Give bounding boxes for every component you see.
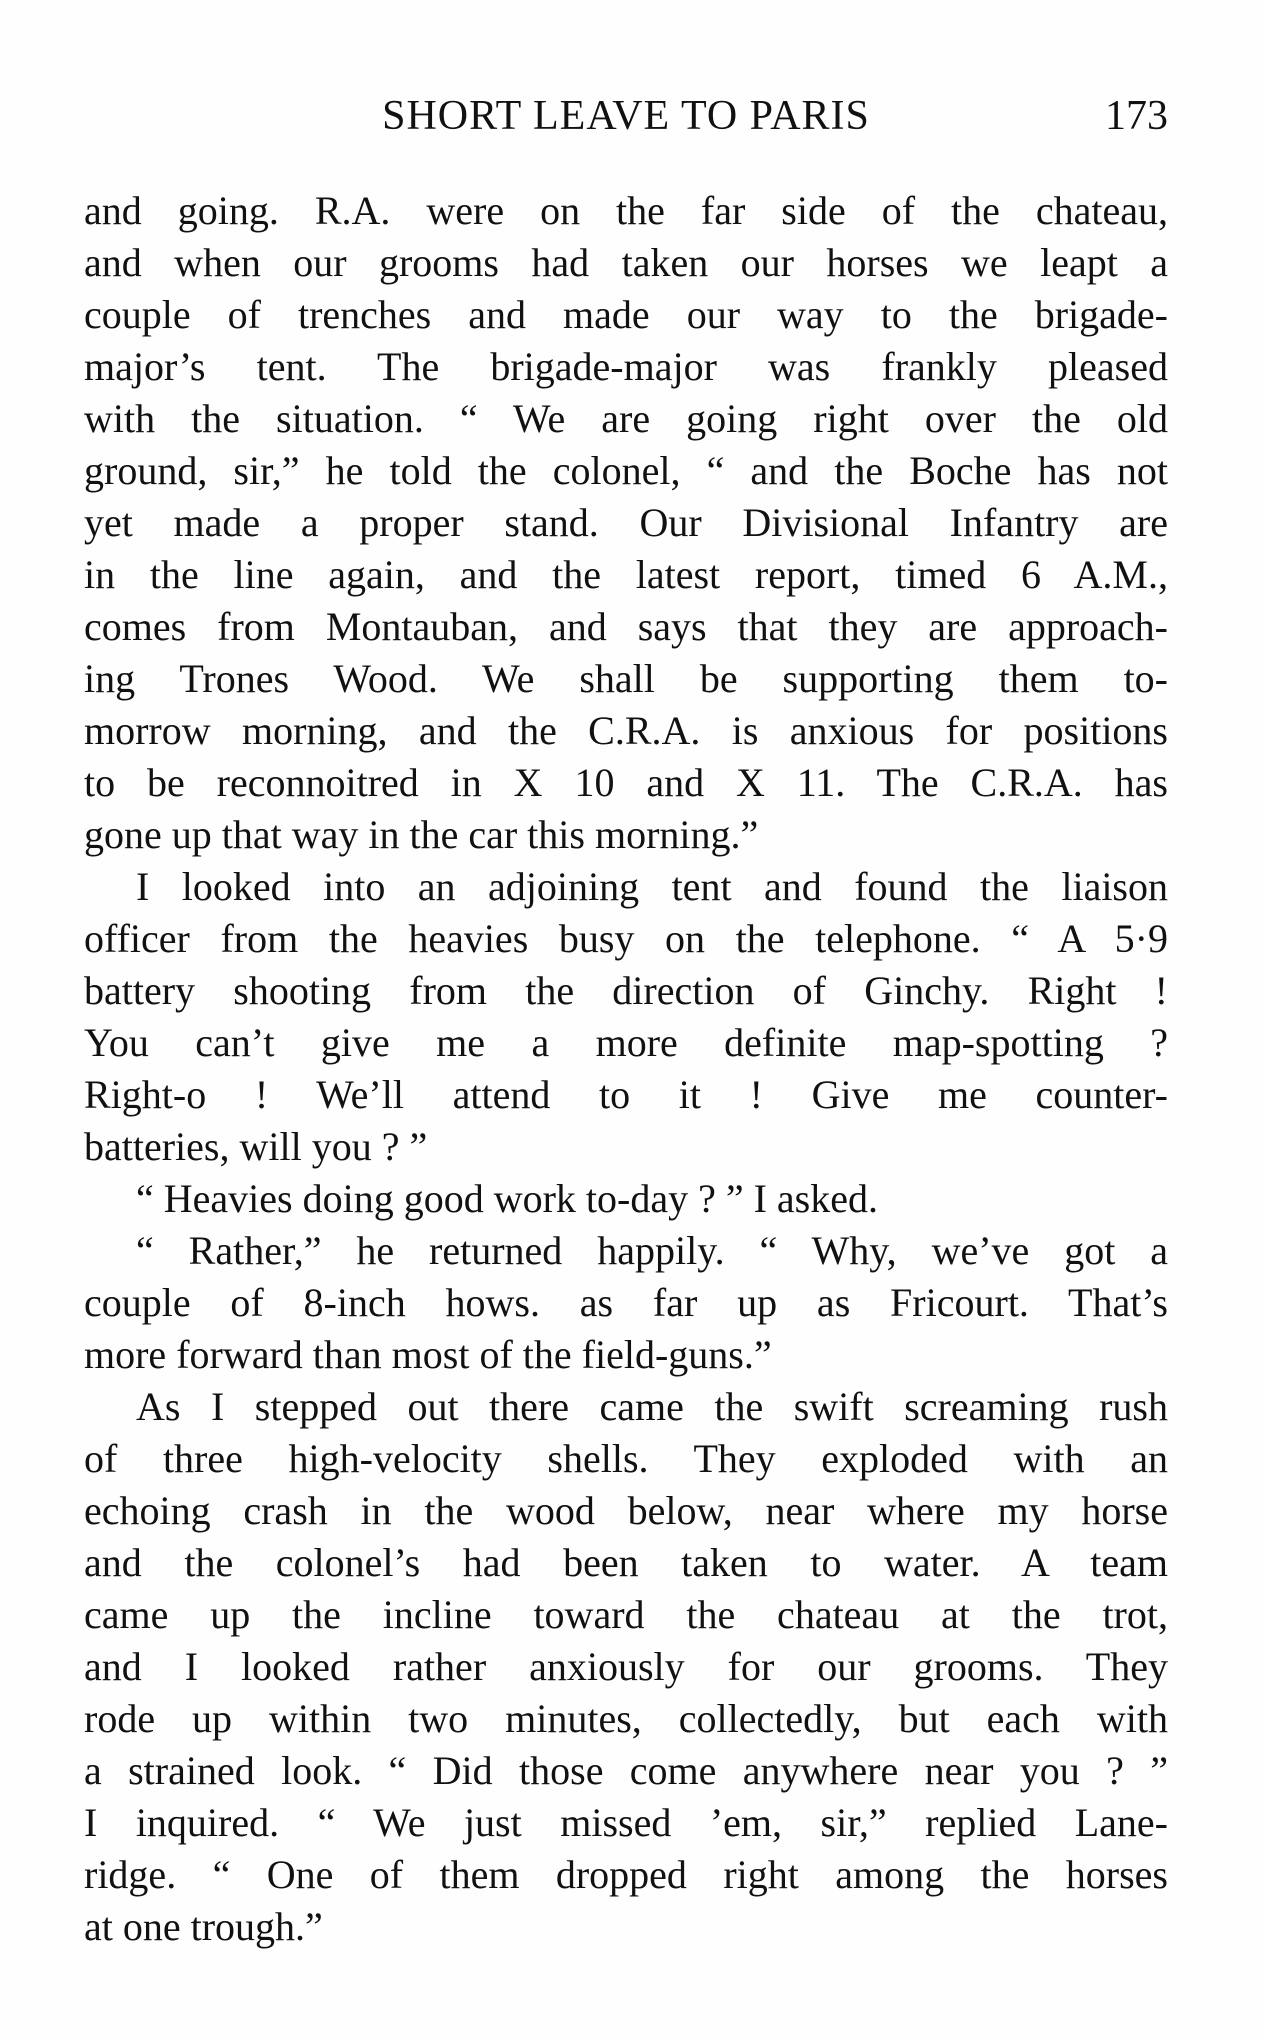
text-line: came up the incline toward the chateau at the trot, [84,1592,1168,1637]
text-line: yet made a proper stand. Our Divisional Infantry are [84,500,1168,545]
text-line: gone up that way in the car this morning.” [84,812,759,857]
running-head [84,92,1168,142]
text-line: couple of 8-inch hows. as far up as Fricourt. That’s [84,1280,1168,1325]
text-line: with the situation. “ We are going right over the old [84,396,1168,441]
text-line: and I looked rather anxiously for our grooms. They [84,1644,1168,1689]
text-line: morrow morning, and the C.R.A. is anxious for positions [84,708,1168,753]
body-text [84,185,1168,1953]
text-line: echoing crash in the wood below, near where my horse [84,1488,1168,1533]
text-line: officer from the heavies busy on the telephone. “ A 5·9 [84,916,1168,961]
text-line: ground, sir,” he told the colonel, “ and the Boche has not [84,448,1168,493]
text-line: at one trough.” [84,1904,323,1949]
text-line: “ Rather,” he returned happily. “ Why, we’ve got a [136,1228,1168,1273]
text-line: to be reconnoitred in X 10 and X 11. The C.R.A. has [84,760,1168,805]
text-line: and going. R.A. were on the far side of the chateau, [84,188,1168,233]
text-line: couple of trenches and made our way to the brigade- [84,292,1168,337]
text-line: You can’t give me a more definite map-spotting ? [84,1020,1168,1065]
text-line: ridge. “ One of them dropped right among the horses [84,1852,1168,1897]
text-line: major’s tent. The brigade-major was frankly pleased [84,344,1168,389]
text-line: and the colonel’s had been taken to water. A team [84,1540,1168,1585]
text-line: comes from Montauban, and says that they are approach- [84,604,1168,649]
text-line: “ Heavies doing good work to-day ? ” I asked. [136,1176,878,1221]
text-line: Right-o ! We’ll attend to it ! Give me counter- [84,1072,1168,1117]
text-line: As I stepped out there came the swift screaming rush [136,1384,1168,1429]
text-line: I looked into an adjoining tent and found the liaison [136,864,1168,909]
text-line: of three high-velocity shells. They exploded with an [84,1436,1168,1481]
text-line: battery shooting from the direction of Ginchy. Right ! [84,968,1168,1013]
running-title: SHORT LEAVE TO PARIS [382,93,870,139]
page-number: 173 [1105,93,1168,139]
text-line: in the line again, and the latest report, timed 6 A.M., [84,552,1168,597]
text-line: a strained look. “ Did those come anywhere near you ? ” [84,1748,1168,1793]
text-line: rode up within two minutes, collectedly, but each with [84,1696,1168,1741]
text-line: more forward than most of the field-guns.” [84,1332,772,1377]
text-line: and when our grooms had taken our horses we leapt a [84,240,1168,285]
text-line: batteries, will you ? ” [84,1124,428,1169]
text-line: ing Trones Wood. We shall be supporting them to- [84,656,1168,701]
text-line: I inquired. “ We just missed ’em, sir,” replied Lane- [84,1800,1168,1845]
